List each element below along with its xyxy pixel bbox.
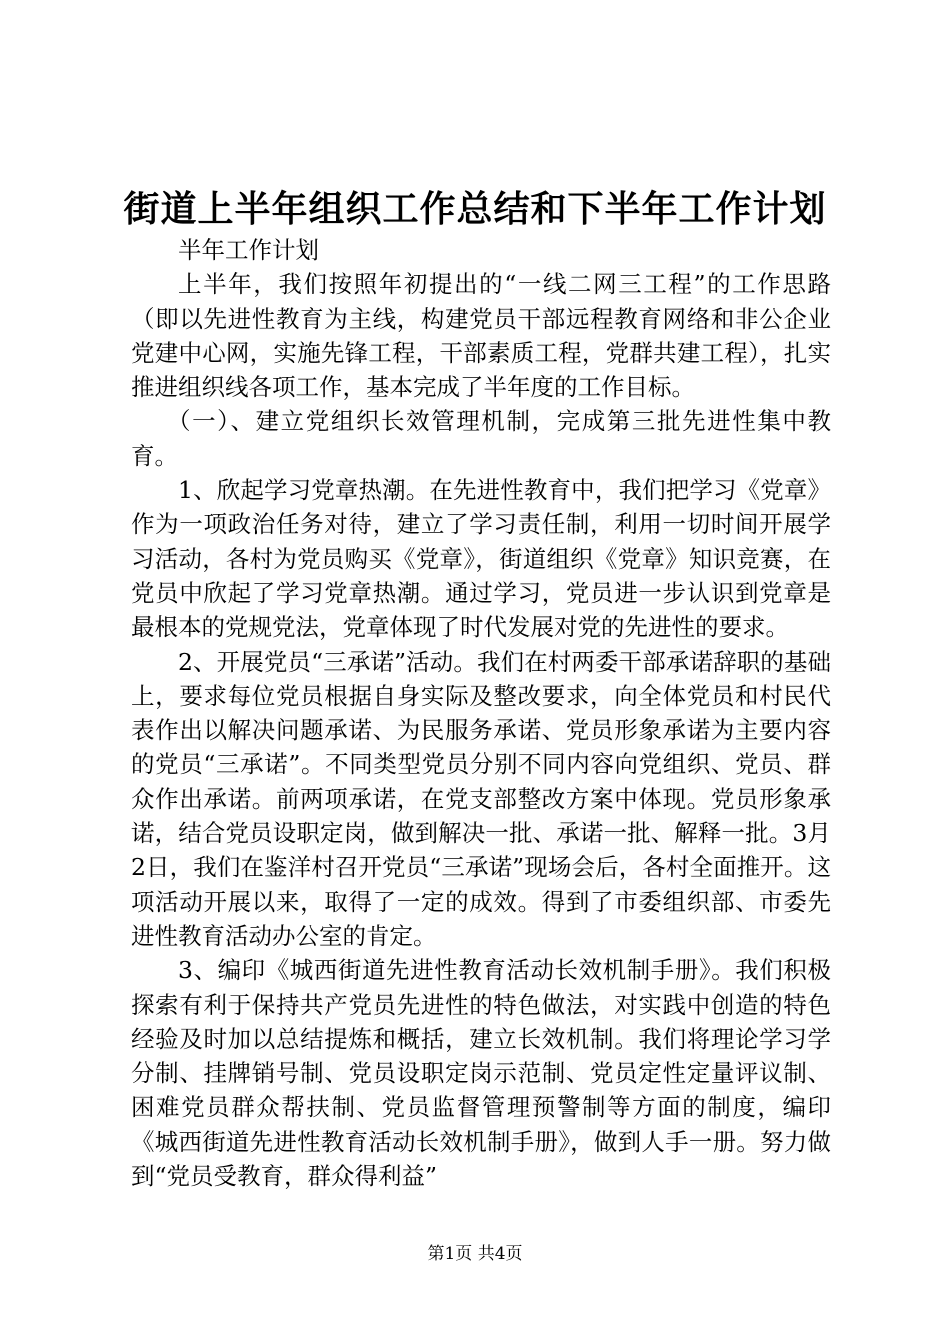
page-number-footer: 第1页 共4页	[427, 1244, 523, 1264]
document-title: 街道上半年组织工作总结和下半年工作计划	[123, 188, 827, 230]
paragraph-section-heading: （一）、建立党组织长效管理机制，完成第三批先进性集中教育。	[131, 407, 831, 470]
paragraph-item-1: 1、欣起学习党章热潮。在先进性教育中，我们把学习《党章》作为一项政治任务对待，建立了学习责任制，利用一切时间开展学习活动，各村为党员购买《党章》，街道组织《党章》知识竞赛，在党员中欣起了学习党章热潮。通过学习，党员进一步认识到党章是最根本的党规党法，党章体现了时代发展对党的先进性的要求。	[131, 476, 831, 642]
paragraph-item-2: 2、开展党员“三承诺”活动。我们在村两委干部承诺辞职的基础上，要求每位党员根据自身实际及整改要求，向全体党员和村民代表作出以解决问题承诺、为民服务承诺、党员形象承诺为主要内容的党员“三承诺”。不同类型党员分别不同内容向党组织、党员、群众作出承诺。前两项承诺，在党支部整改方案中体现。党员形象承诺，结合党员设职定岗，做到解决一批、承诺一批、解释一批。3月2日，我们在鉴洋村召开党员“三承诺”现场会后，各村全面推开。这项活动开展以来，取得了一定的成效。得到了市委组织部、市委先进性教育活动办公室的肯定。	[131, 647, 831, 950]
paragraph-item-3: 3、编印《城西街道先进性教育活动长效机制手册》。我们积极探索有利于保持共产党员先进性的特色做法，对实践中创造的特色经验及时加以总结提炼和概括，建立长效机制。我们将理论学习学分制、挂牌销号制、党员设职定岗示范制、党员定性定量评议制、困难党员群众帮扶制、党员监督管理预警制等方面的制度，编印《城西街道先进性教育活动长效机制手册》，做到人手一册。努力做到“党员受教育，群众得利益”	[131, 956, 831, 1191]
paragraph-subtitle: 半年工作计划	[178, 236, 319, 264]
paragraph-intro: 上半年，我们按照年初提出的“一线二网三工程”的工作思路（即以先进性教育为主线，构建党员干部远程教育网络和非公企业党建中心网，实施先锋工程，干部素质工程，党群共建工程），扎实推进组织线各项工作，基本完成了半年度的工作目标。	[131, 270, 831, 402]
document-body	[131, 233, 831, 1193]
